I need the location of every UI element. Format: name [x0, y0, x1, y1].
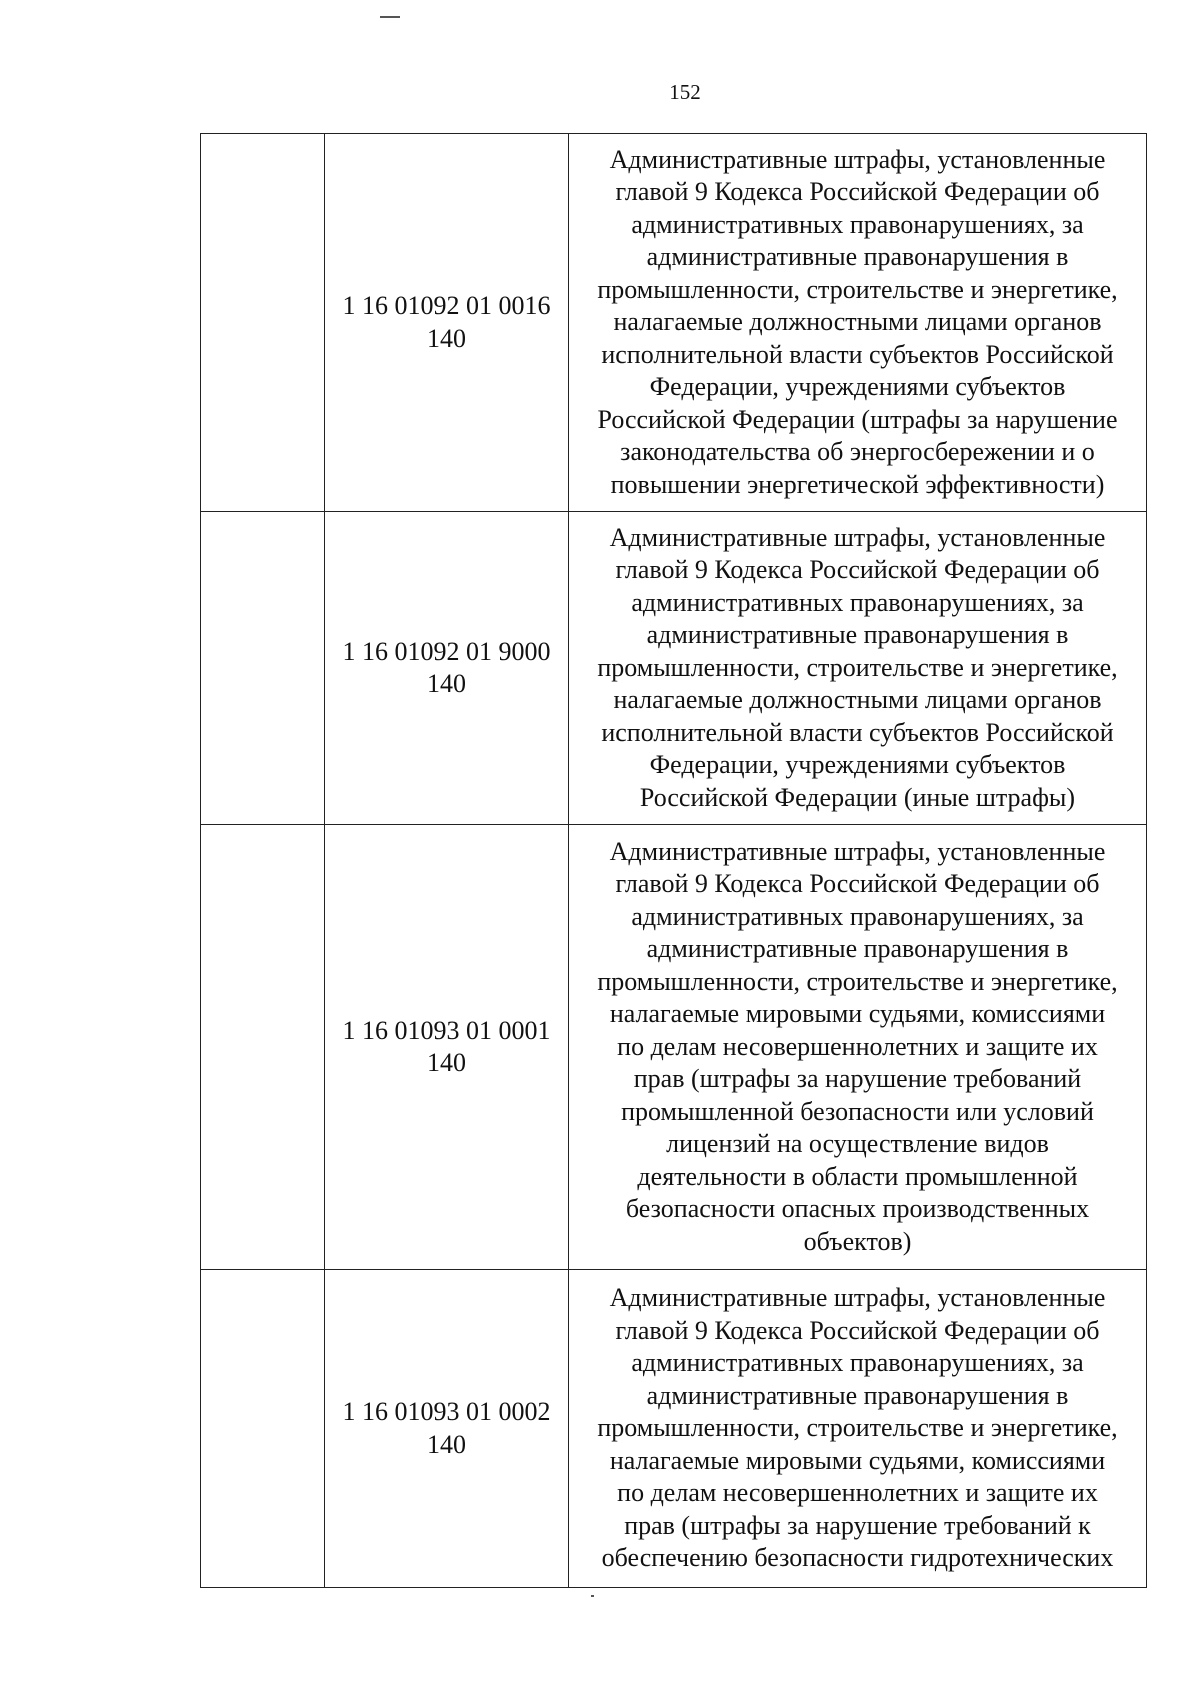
- description-cell: [569, 134, 1147, 512]
- description-line: законодательства об энергосбережении и о: [620, 437, 1095, 467]
- code-line: 140: [427, 1048, 466, 1077]
- empty-cell: [201, 1270, 325, 1588]
- budget-code-cell: [325, 1270, 569, 1588]
- description-line: промышленности, строительстве и энергетике,: [597, 274, 1118, 304]
- description-line: административных правонарушениях, за: [631, 901, 1084, 931]
- description-line: Федерации, учреждениями субъектов: [649, 750, 1066, 780]
- description-line: административных правонарушениях, за: [631, 587, 1084, 617]
- code-line: 140: [427, 323, 466, 353]
- code-line: 1 16 01092 01 0016: [342, 291, 551, 320]
- description-line: Административные штрафы, установленные: [609, 144, 1106, 174]
- description-line: исполнительной власти субъектов Российской: [601, 339, 1114, 369]
- description-line: налагаемые должностными лицами органов: [613, 307, 1102, 337]
- scan-dot: [591, 1595, 594, 1597]
- code-line: 1 16 01093 01 0001: [342, 1015, 551, 1045]
- description-line: промышленности, строительстве и энергетике,: [597, 652, 1118, 682]
- description-line: деятельности в области промышленной: [637, 1161, 1078, 1191]
- description-line: административных правонарушениях, за: [631, 209, 1084, 239]
- budget-code-cell: [325, 134, 569, 512]
- description-line: Административные штрафы, установленные: [609, 836, 1106, 866]
- description-line: исполнительной власти субъектов Российской: [601, 717, 1114, 747]
- description-line: главой 9 Кодекса Российской Федерации об: [615, 1315, 1100, 1345]
- empty-cell: [201, 134, 325, 512]
- code-line: 1 16 01092 01 9000: [342, 636, 551, 666]
- description-line: налагаемые мировыми судьями, комиссиями: [609, 1445, 1106, 1475]
- description-line: промышленности, строительстве и энергетике,: [597, 966, 1118, 996]
- description-line: промышленности, строительстве и энергетике,: [597, 1413, 1118, 1443]
- description-line: налагаемые должностными лицами органов: [613, 685, 1102, 715]
- description-line: Административные штрафы, установленные: [609, 522, 1106, 552]
- description-line: главой 9 Кодекса Российской Федерации об: [615, 869, 1100, 899]
- description-line: прав (штрафы за нарушение требований: [633, 1064, 1082, 1094]
- budget-code-table: [200, 133, 1147, 1588]
- description-line: прав (штрафы за нарушение требований к: [624, 1510, 1091, 1540]
- description-line: безопасности опасных производственных: [625, 1194, 1090, 1224]
- description-line: по делам несовершеннолетних и защите их: [617, 1478, 1098, 1508]
- empty-cell: [201, 512, 325, 825]
- description-line: Российской Федерации (иные штрафы): [639, 782, 1076, 812]
- description-line: административные правонарушения в: [646, 1380, 1069, 1410]
- description-line: обеспечению безопасности гидротехнических: [601, 1543, 1114, 1573]
- budget-code-cell: [325, 825, 569, 1270]
- description-cell: [569, 825, 1147, 1270]
- table-row: [201, 512, 1147, 825]
- description-line: административные правонарушения в: [646, 620, 1069, 650]
- description-line: Российской Федерации (штрафы за нарушение: [597, 404, 1118, 434]
- description-cell: [569, 1270, 1147, 1588]
- scan-mark: [380, 16, 400, 18]
- description-line: административные правонарушения в: [646, 242, 1069, 272]
- description-line: Административные штрафы, установленные: [609, 1283, 1106, 1313]
- description-line: промышленной безопасности или условий: [621, 1096, 1094, 1126]
- code-line: 140: [427, 669, 466, 698]
- description-line: главой 9 Кодекса Российской Федерации об: [615, 177, 1100, 207]
- description-line: главой 9 Кодекса Российской Федерации об: [615, 555, 1100, 585]
- description-line: объектов): [803, 1226, 912, 1256]
- table-row: [201, 1270, 1147, 1588]
- budget-code-cell: [325, 512, 569, 825]
- description-line: административные правонарушения в: [646, 934, 1069, 964]
- description-line: повышении энергетической эффективности): [610, 469, 1105, 499]
- description-line: по делам несовершеннолетних и защите их: [617, 1031, 1098, 1061]
- description-line: Федерации, учреждениями субъектов: [649, 372, 1066, 402]
- description-line: административных правонарушениях, за: [631, 1348, 1084, 1378]
- description-line: лицензий на осуществление видов: [666, 1129, 1049, 1159]
- table-row: [201, 825, 1147, 1270]
- description-cell: [569, 512, 1147, 825]
- code-line: 140: [427, 1429, 466, 1459]
- page-number: 152: [669, 80, 701, 104]
- description-line: налагаемые мировыми судьями, комиссиями: [609, 999, 1106, 1029]
- code-line: 1 16 01093 01 0002: [342, 1397, 551, 1426]
- table-row: [201, 134, 1147, 512]
- empty-cell: [201, 825, 325, 1270]
